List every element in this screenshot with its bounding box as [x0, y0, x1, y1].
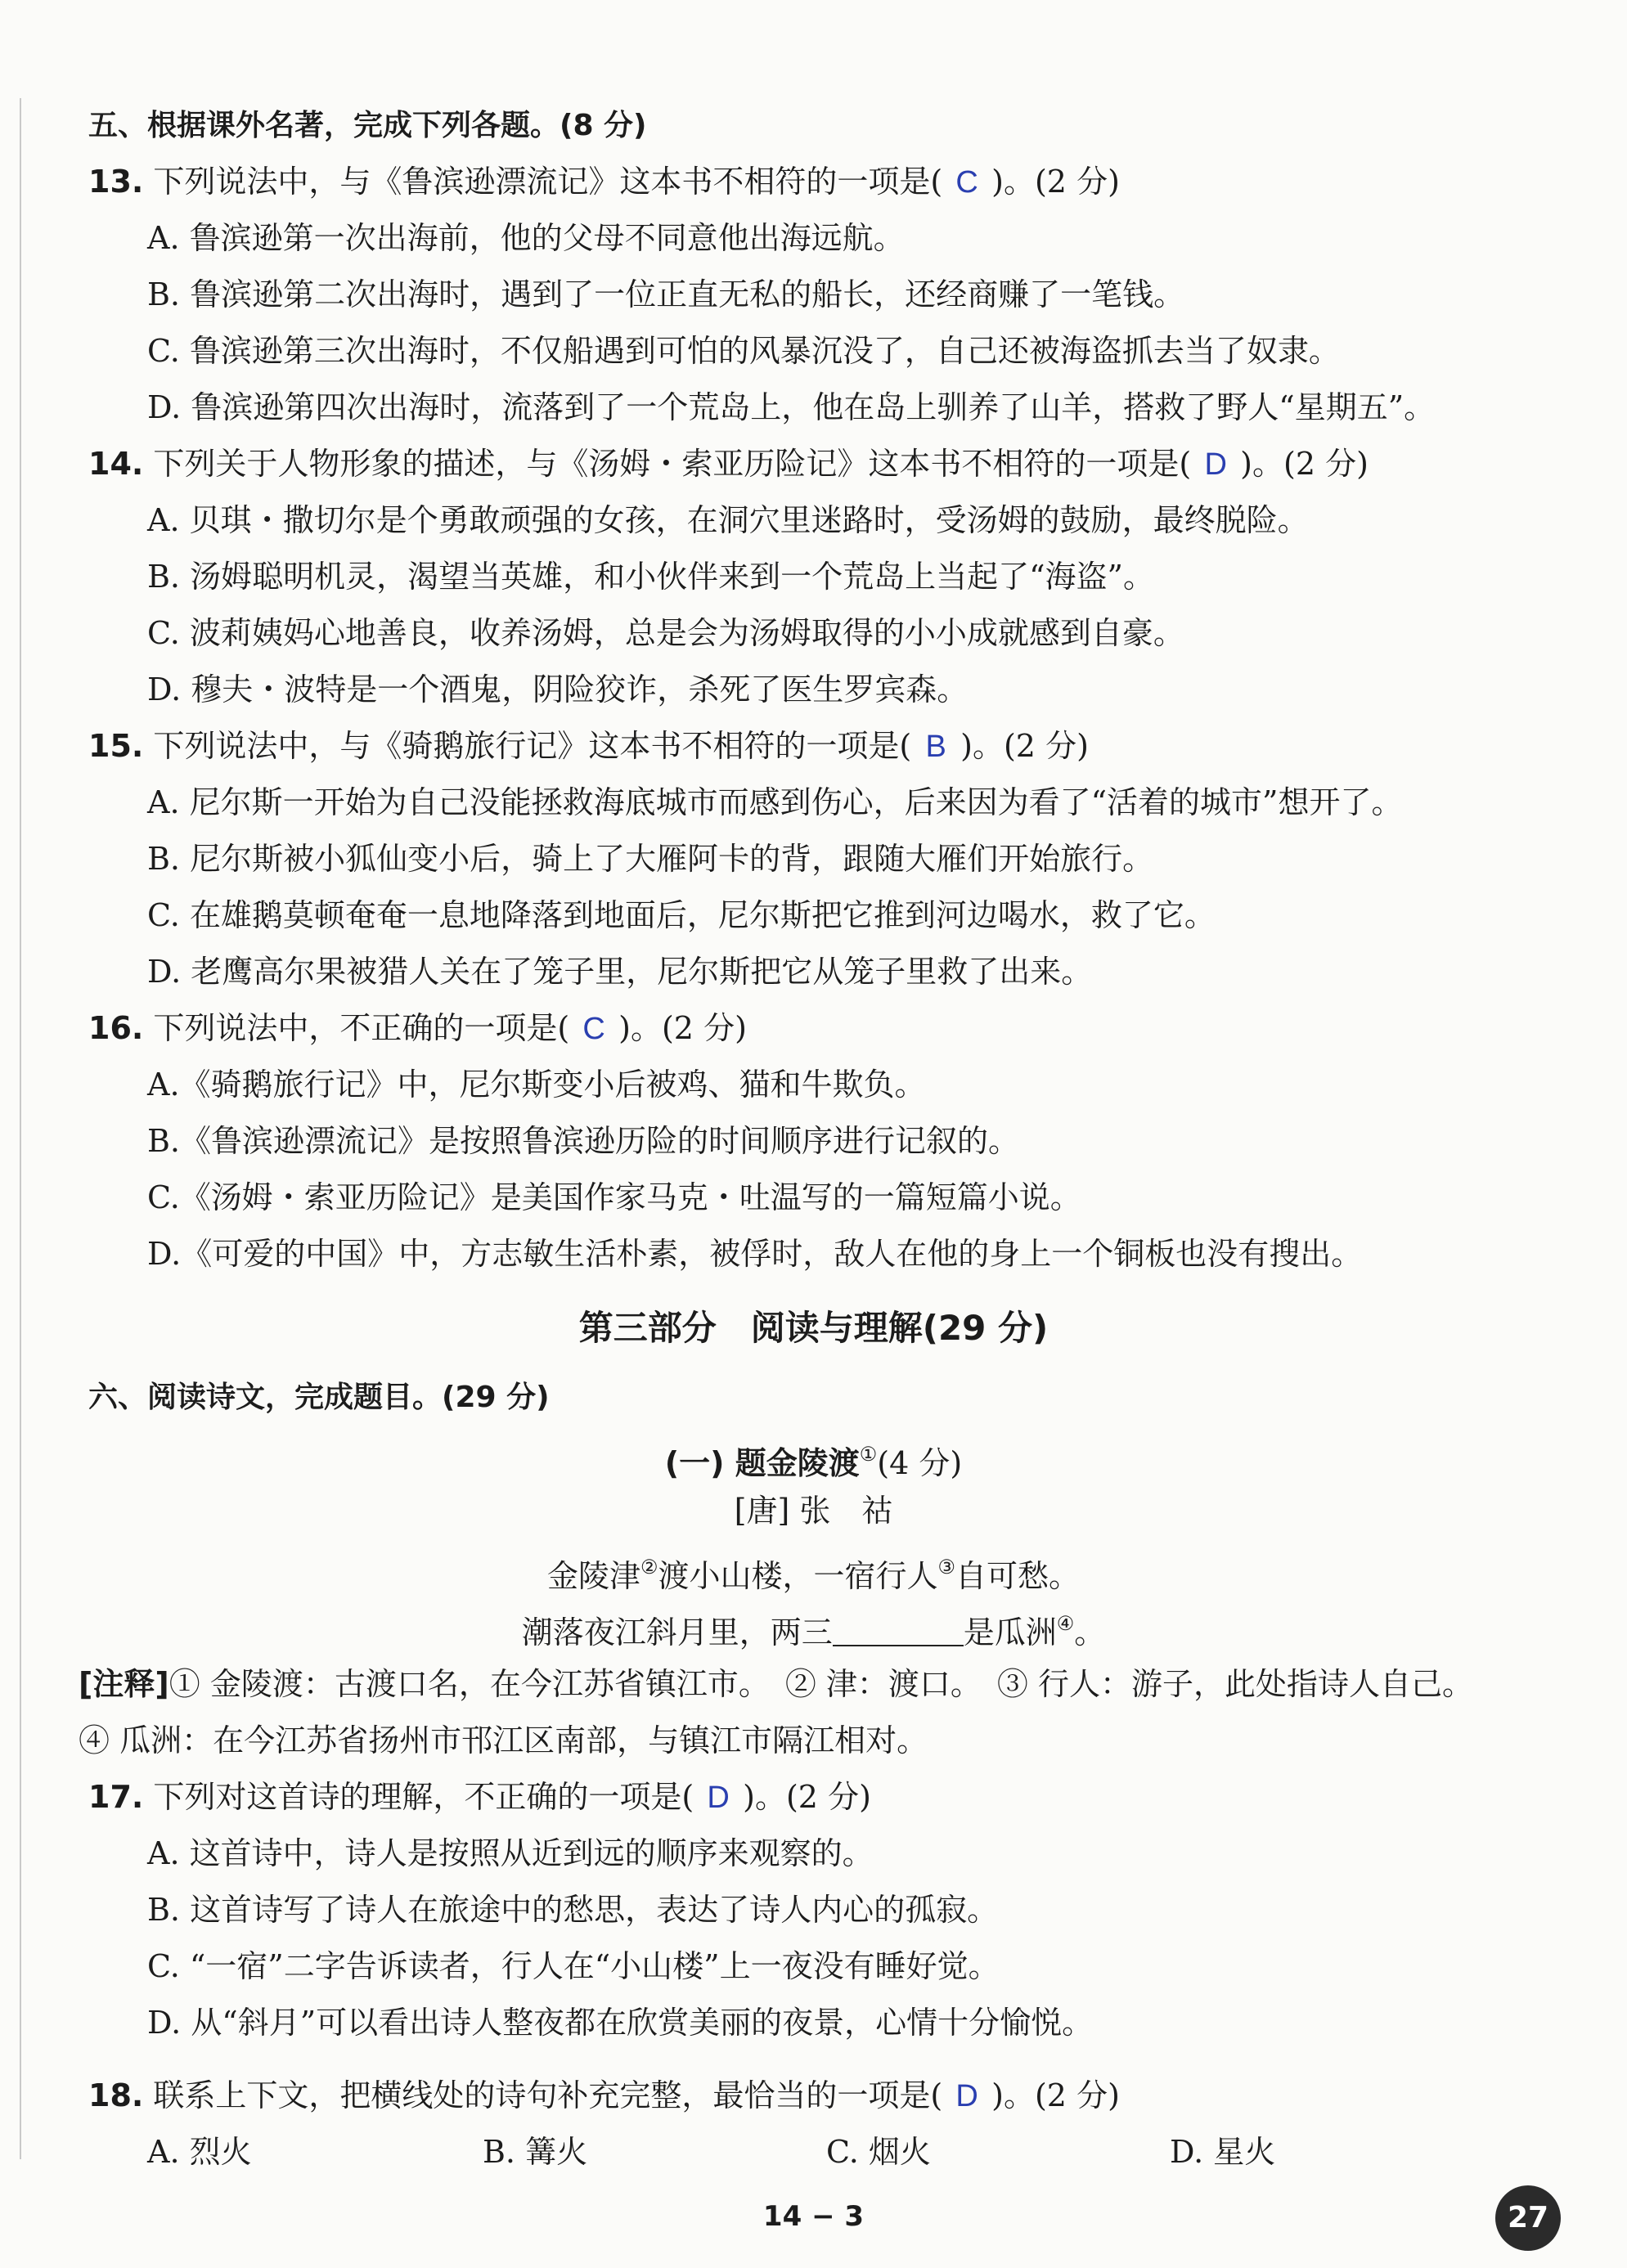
question-score: )。(2 分): [743, 1779, 871, 1815]
option-b: B. 篝火: [483, 2134, 588, 2170]
option-b: B. 鲁滨逊第二次出海时，遇到了一位正直无私的船长，还经商赚了一笔钱。: [147, 276, 1185, 312]
notes-line-1: [79, 1663, 1473, 1705]
section-heading: 五、根据课外名著，完成下列各题。(8 分): [88, 109, 647, 142]
fill-blank: [833, 1617, 964, 1646]
question-number: 15.: [88, 728, 144, 764]
notes-line-2: ④ 瓜洲：在今江苏省扬州市邗江区南部，与镇江市隔江相对。: [79, 1722, 928, 1758]
answer-mark: D: [1204, 447, 1227, 482]
option-b: B. 尼尔斯被小狐仙变小后，骑上了大雁阿卡的背，跟随大雁们开始旅行。: [147, 841, 1154, 877]
option-a: A. 烈火: [147, 2134, 252, 2170]
option-d: D.《可爱的中国》中，方志敏生活朴素，被俘时，敌人在他的身上一个铜板也没有搜出。: [147, 1236, 1363, 1272]
option-a: A.《骑鹅旅行记》中，尼尔斯变小后被鸡、猫和牛欺负。: [147, 1067, 926, 1103]
notes-text: ① 金陵渡：古渡口名，在今江苏省镇江市。 ② 津：渡口。 ③ 行人：游子，此处指诗人自己。: [169, 1666, 1473, 1702]
question-score: )。(2 分): [960, 728, 1089, 764]
question-score: )。(2 分): [991, 2077, 1120, 2113]
question-number: 14.: [88, 446, 144, 482]
poem-title: [0, 1433, 1627, 1484]
poem-title-text: (一) 题金陵渡: [664, 1445, 860, 1481]
poem-text: 自可愁。: [955, 1558, 1081, 1594]
question-stem: 下列说法中，与《鲁滨逊漂流记》这本书不相符的一项是(: [153, 164, 943, 200]
option-b: B. 这首诗写了诗人在旅途中的愁思，表达了诗人内心的孤寂。: [147, 1892, 999, 1928]
answer-mark: C: [582, 1012, 605, 1046]
question-score: )。(2 分): [1240, 446, 1369, 482]
binding-line: [20, 98, 21, 2159]
answer-mark: D: [707, 1781, 730, 1815]
poem-text: 。: [1074, 1615, 1106, 1650]
answer-mark: C: [955, 165, 978, 200]
option-a: A. 尼尔斯一开始为自己没能拯救海底城市而感到伤心，后来因为看了“活着的城市”想开了。: [147, 784, 1403, 820]
question-number: 18.: [88, 2077, 144, 2113]
footnote-mark: ③: [937, 1556, 956, 1579]
poem-score: (4 分): [877, 1445, 963, 1481]
section-heading: 六、阅读诗文，完成题目。(29 分): [88, 1381, 550, 1414]
option-a: A. 鲁滨逊第一次出海前，他的父母不同意他出海远航。: [147, 220, 905, 256]
poem-line-1: [0, 1546, 1627, 1597]
option-c: C. 鲁滨逊第三次出海时，不仅船遇到可怕的风暴沉没了，自己还被海盗抓去当了奴隶。: [147, 333, 1340, 369]
question-stem: 下列说法中，与《骑鹅旅行记》这本书不相符的一项是(: [153, 728, 912, 764]
question-13: [88, 160, 1120, 204]
option-c: C. 烟火: [826, 2134, 931, 2170]
question-number: 17.: [88, 1779, 144, 1815]
answer-mark: D: [955, 2079, 978, 2113]
option-d: D. 老鹰高尔果被猎人关在了笼子里，尼尔斯把它从笼子里救了出来。: [147, 954, 1093, 990]
question-16: [88, 1007, 747, 1050]
option-c: C. “一宿”二字告诉读者，行人在“小山楼”上一夜没有睡好觉。: [147, 1948, 1000, 1984]
question-15: [88, 725, 1089, 768]
question-number: 13.: [88, 164, 144, 200]
option-b: B.《鲁滨逊漂流记》是按照鲁滨逊历险的时间顺序进行记叙的。: [147, 1123, 1020, 1159]
page-number-badge: 27: [1495, 2185, 1561, 2251]
poem-text: 金陵津: [546, 1558, 640, 1594]
option-d: D. 鲁滨逊第四次出海时，流落到了一个荒岛上，他在岛上驯养了山羊，搭救了野人“星期五”。: [147, 389, 1436, 425]
question-stem: 下列说法中，不正确的一项是(: [153, 1010, 570, 1046]
question-stem: 联系上下文，把横线处的诗句补充完整，最恰当的一项是(: [153, 2077, 943, 2113]
poem-author: [唐] 张 祜: [734, 1493, 893, 1529]
poem-text: 渡小山楼，一宿行人: [658, 1558, 938, 1594]
option-c: C.《汤姆・索亚历险记》是美国作家马克・吐温写的一篇短篇小说。: [147, 1179, 1081, 1215]
page-code: 14 − 3: [762, 2200, 865, 2233]
question-number: 16.: [88, 1010, 144, 1046]
poem-text: 是瓜洲: [963, 1615, 1057, 1650]
question-18: [88, 2074, 1120, 2118]
option-d: D. 星火: [1170, 2134, 1276, 2170]
question-17: [88, 1776, 871, 1819]
option-d: D. 从“斜月”可以看出诗人整夜都在欣赏美丽的夜景，心情十分愉悦。: [147, 2005, 1094, 2041]
option-c: C. 波莉姨妈心地善良，收养汤姆，总是会为汤姆取得的小小成就感到自豪。: [147, 615, 1184, 651]
question-14: [88, 442, 1369, 486]
poem-text: 潮落夜江斜月里，两三: [521, 1615, 833, 1650]
option-d: D. 穆夫・波特是一个酒鬼，阴险狡诈，杀死了医生罗宾森。: [147, 671, 969, 707]
notes-label: [注释]: [79, 1666, 169, 1702]
answer-mark: B: [925, 730, 946, 764]
option-a: A. 这首诗中，诗人是按照从近到远的顺序来观察的。: [147, 1835, 874, 1871]
option-a: A. 贝琪・撒切尔是个勇敢顽强的女孩，在洞穴里迷路时，受汤姆的鼓励，最终脱险。: [147, 502, 1309, 538]
option-c: C. 在雄鹅莫顿奄奄一息地降落到地面后，尼尔斯把它推到河边喝水，救了它。: [147, 897, 1216, 933]
poem-line-2: [0, 1602, 1627, 1654]
footnote-mark: ①: [859, 1443, 878, 1466]
footnote-mark: ④: [1056, 1612, 1075, 1635]
option-b: B. 汤姆聪明机灵，渴望当英雄，和小伙伴来到一个荒岛上当起了“海盗”。: [147, 559, 1154, 595]
part-title: 第三部分 阅读与理解(29 分): [578, 1308, 1049, 1348]
question-stem: 下列对这首诗的理解，不正确的一项是(: [153, 1779, 694, 1815]
footnote-mark: ②: [640, 1556, 658, 1579]
question-score: )。(2 分): [618, 1010, 747, 1046]
question-score: )。(2 分): [991, 164, 1120, 200]
question-stem: 下列关于人物形象的描述，与《汤姆・索亚历险记》这本书不相符的一项是(: [153, 446, 1192, 482]
